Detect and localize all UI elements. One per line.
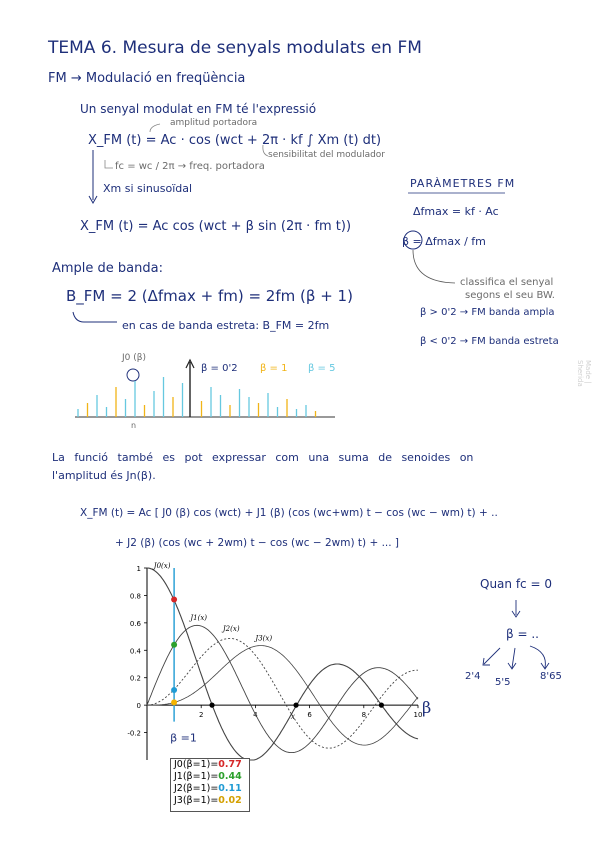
y-tick-label: 0.6 — [129, 619, 141, 628]
x-tick-label: 4 — [253, 711, 258, 720]
arrow-sensitivity — [263, 145, 268, 156]
x-tick-label: 2 — [198, 711, 204, 720]
spec-b02-label: β = 0'2 — [201, 363, 238, 374]
params-df: Δfmax = kf · Ac — [413, 205, 499, 218]
y-tick-label: 0 — [136, 702, 141, 711]
beta-circle — [404, 231, 422, 249]
chart-legend — [170, 758, 250, 812]
zero-v2: 5'5 — [495, 677, 511, 688]
beta1-point-j2 — [171, 687, 177, 693]
spectrum-sketch — [75, 360, 335, 417]
arrow-carrier-amp — [150, 124, 160, 132]
watermark: Made | Sherida — [576, 360, 592, 387]
arrow-fc — [105, 160, 113, 168]
bessel-eq-1: X_FM (t) = Ac [ J0 (β) cos (wct) + J1 (β) (cos (wc+wm) t − cos (wc − wm) t) + .. — [80, 507, 498, 519]
x-tick-label: 6 — [307, 711, 312, 720]
zero-arrows — [483, 600, 549, 669]
series-label-j0: J0(x) — [153, 562, 171, 570]
spec-j0-label: J0 (β) — [122, 353, 147, 363]
bw-eq: B_FM = 2 (Δfmax + fm) = 2fm (β + 1) — [66, 287, 353, 305]
params-note1: classifica el senyal — [460, 277, 554, 288]
legend-item-j2: J2(β=1)=0.11 — [174, 783, 242, 794]
x-tick-label: 8 — [361, 711, 367, 720]
y-tick-label: -0.2 — [127, 729, 141, 738]
zero-point — [209, 703, 214, 708]
beta1-point-j3 — [171, 699, 177, 705]
bw-arrow — [73, 312, 117, 322]
bw-narrow: en cas de banda estreta: B_FM = 2fm — [122, 319, 330, 332]
zero-beta: β = .. — [506, 627, 539, 641]
bw-title: Ample de banda: — [52, 261, 163, 276]
beta1-point-j1 — [171, 642, 177, 648]
spec-n-label: n — [131, 421, 137, 430]
beta-note-arrow — [413, 250, 455, 283]
params-note2: segons el seu BW. — [465, 290, 555, 301]
legend-item-j1: J1(β=1)=0.44 — [174, 771, 242, 782]
y-tick-label: 0.4 — [129, 647, 141, 656]
beta-axis-label: β — [422, 698, 432, 718]
legend-item-j3: J3(β=1)=0.02 — [174, 795, 242, 806]
bessel-text-2: l'amplitud és Jn(β). — [52, 469, 156, 482]
section-fm: FM → Modulació en freqüència — [48, 71, 246, 86]
series-label-j2: J2(x) — [222, 625, 240, 634]
spec-b5-label: β = 5 — [308, 363, 336, 374]
y-tick-label: 1 — [136, 565, 141, 573]
y-tick-label: 0.2 — [129, 674, 141, 683]
note-fc: fc = wc / 2π → freq. portadora — [115, 161, 265, 172]
zero-title: Quan fc = 0 — [480, 577, 552, 591]
params-title: PARÀMETRES FM — [410, 177, 516, 190]
y-tick-label: 0.8 — [129, 592, 141, 601]
beta-marker-label: β =1 — [170, 731, 197, 745]
j0-circle — [127, 369, 139, 381]
eq-main: X_FM (t) = Ac · cos (wct + 2π · kf ∫ Xm (t) dt) — [88, 133, 382, 148]
zero-v1: 2'4 — [465, 671, 481, 682]
zero-point — [379, 703, 384, 708]
note-sensitivity: sensibilitat del modulador — [268, 150, 386, 160]
zero-point — [293, 703, 298, 708]
page-title: TEMA 6. Mesura de senyals modulats en FM — [48, 38, 422, 58]
beta1-point-j0 — [171, 597, 177, 603]
legend-item-j0: J0(β=1)=0.77 — [174, 759, 242, 770]
params-narrow: β < 0'2 → FM banda estreta — [420, 336, 559, 347]
params-wide: β > 0'2 → FM banda ampla — [420, 307, 555, 318]
bessel-eq-2: + J2 (β) (cos (wc + 2wm) t − cos (wc − 2wm) t) + ... ] — [115, 537, 400, 549]
x-tick-label: 10 — [413, 711, 423, 720]
series-label-j3: J3(x) — [255, 634, 273, 643]
params-beta: β = Δfmax / fm — [402, 235, 486, 248]
zero-v3: 8'65 — [540, 671, 562, 682]
note-sinus: Xm si sinusoïdal — [103, 182, 193, 195]
bessel-chart — [127, 562, 431, 760]
intro-text: Un senyal modulat en FM té l'expressió — [80, 102, 317, 116]
eq-sinus: X_FM (t) = Ac cos (wct + β sin (2π · fm t)) — [80, 219, 352, 234]
spec-b1-label: β = 1 — [260, 363, 288, 374]
note-carrier-amp: amplitud portadora — [170, 118, 258, 128]
bessel-text-1: La funció també es pot expressar com una suma de senoides on — [52, 451, 474, 464]
x-axis-label: x — [290, 712, 296, 722]
series-label-j1: J1(x) — [190, 614, 208, 623]
